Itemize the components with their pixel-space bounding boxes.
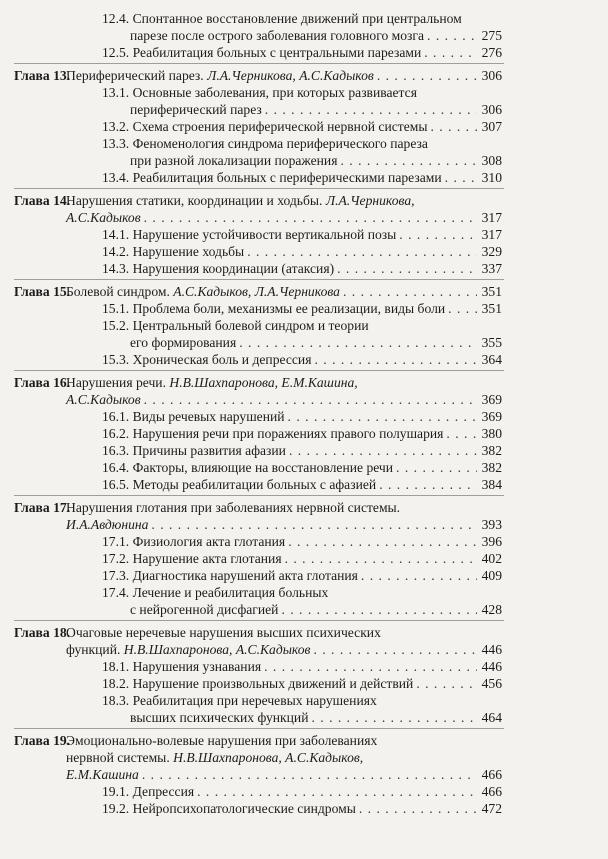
page-number: 382 <box>481 460 502 475</box>
chapter-title: Очаговые неречевые нарушения высших психических <box>66 625 381 640</box>
toc-entry-12-4 <box>102 10 502 27</box>
page-number: 369 <box>481 392 502 407</box>
entry-title: Нарушение ходьбы <box>132 244 245 259</box>
entry-number: 17.3. <box>102 568 130 583</box>
page-number: 308 <box>481 153 502 168</box>
entry-title: Реабилитация при неречевых нарушениях <box>132 693 377 708</box>
entry-title: Нарушение устойчивости вертикальной позы <box>132 227 397 242</box>
entry-number: 17.1. <box>102 534 130 549</box>
chapter-18-title-cont <box>66 641 502 658</box>
chapter-title-cont: функций. <box>66 642 121 657</box>
page-number: 409 <box>481 568 502 583</box>
entry-number: 14.2. <box>102 244 130 259</box>
toc-entry-14-3 <box>102 260 502 277</box>
entry-title: Нейропсихопатологические синдромы <box>132 801 356 816</box>
page-number: 317 <box>481 227 502 242</box>
page-number: 380 <box>481 426 502 441</box>
entry-title: Спонтанное восстановление движений при центральном <box>132 11 462 26</box>
page-number: 393 <box>481 517 502 532</box>
entry-number: 15.1. <box>102 301 130 316</box>
chapter-label: Глава 18. <box>14 625 71 640</box>
entry-title: Депрессия <box>132 784 195 799</box>
toc-entry-18-3 <box>102 692 502 709</box>
entry-title-cont: при разной локализации поражения <box>130 153 338 168</box>
chapter-title: Нарушения глотания при заболеваниях нервной системы. <box>66 500 401 515</box>
entry-title: Основные заболевания, при которых развивается <box>132 85 417 100</box>
chapter-title: Эмоционально-волевые нарушения при заболеваниях <box>66 733 378 748</box>
chapter-label: Глава 14. <box>14 193 71 208</box>
page-number: 364 <box>481 352 502 367</box>
separator <box>14 279 504 280</box>
entry-number: 14.1. <box>102 227 130 242</box>
page-number: 472 <box>481 801 502 816</box>
entry-title-cont: высших психических функций <box>130 710 309 725</box>
page-number: 317 <box>481 210 502 225</box>
page-number: 369 <box>481 409 502 424</box>
toc-entry-17-3 <box>102 567 502 584</box>
entry-title-cont: парезе после острого заболевания головного мозга <box>130 28 425 43</box>
entry-number: 13.1. <box>102 85 130 100</box>
page-number: 466 <box>481 784 502 799</box>
entry-number: 13.3. <box>102 136 130 151</box>
page-number: 464 <box>481 710 502 725</box>
chapter-authors-cont: Е.М.Кашина <box>66 767 139 782</box>
chapter-19-title-cont <box>66 749 502 766</box>
chapter-13-title <box>66 67 502 84</box>
page-number: 275 <box>481 28 502 43</box>
entry-title: Лечение и реабилитация больных <box>132 585 329 600</box>
chapter-17-title-cont <box>66 516 502 533</box>
chapter-label: Глава 15. <box>14 284 71 299</box>
toc-entry-13-3-cont <box>130 152 502 169</box>
page-number: 466 <box>481 767 502 782</box>
toc-entry-13-1 <box>102 84 502 101</box>
toc-entry-15-3 <box>102 351 502 368</box>
page-number: 446 <box>481 659 502 674</box>
entry-title-cont: с нейрогенной дисфагией <box>130 602 279 617</box>
entry-number: 16.2. <box>102 426 130 441</box>
entry-number: 19.2. <box>102 801 130 816</box>
entry-number: 16.3. <box>102 443 130 458</box>
entry-number: 18.2. <box>102 676 130 691</box>
toc-entry-17-1 <box>102 533 502 550</box>
entry-number: 18.3. <box>102 693 130 708</box>
chapter-14-title-cont <box>66 209 502 226</box>
chapter-16-title-cont <box>66 391 502 408</box>
entry-title-cont: его формирования <box>130 335 237 350</box>
entry-title: Нарушение произвольных движений и действий <box>132 676 414 691</box>
page-number: 428 <box>481 602 502 617</box>
page-number: 384 <box>481 477 502 492</box>
chapter-label: Глава 16. <box>14 375 71 390</box>
entry-title: Причины развития афазии <box>132 443 286 458</box>
toc-entry-18-3-cont <box>130 709 502 726</box>
entry-title: Диагностика нарушений акта глотания <box>132 568 358 583</box>
chapter-14-title <box>66 192 502 209</box>
toc-entry-13-2 <box>102 118 502 135</box>
chapter-16-title <box>66 374 502 391</box>
entry-number: 13.4. <box>102 170 130 185</box>
toc-entry-14-1 <box>102 226 502 243</box>
entry-title: Реабилитация больных с центральными парезами <box>132 45 422 60</box>
toc-entry-15-2-cont <box>130 334 502 351</box>
chapter-authors-cont: А.С.Кадыков <box>66 392 141 407</box>
page-number: 396 <box>481 534 502 549</box>
chapter-label: Глава 17. <box>14 500 71 515</box>
toc-entry-16-3 <box>102 442 502 459</box>
chapter-title: Нарушения статики, координации и ходьбы. <box>66 193 323 208</box>
toc-entry-17-2 <box>102 550 502 567</box>
entry-title: Центральный болевой синдром и теории <box>132 318 369 333</box>
chapter-title: Болевой синдром. <box>66 284 170 299</box>
separator <box>14 728 504 729</box>
chapter-title-cont: нервной системы. <box>66 750 170 765</box>
toc-entry-13-4 <box>102 169 502 186</box>
entry-number: 16.1. <box>102 409 130 424</box>
separator <box>14 63 504 64</box>
entry-number: 19.1. <box>102 784 130 799</box>
entry-title: Схема строения периферической нервной системы <box>132 119 428 134</box>
chapter-authors: А.С.Кадыков, Л.А.Черникова <box>173 284 340 299</box>
separator <box>14 620 504 621</box>
chapter-19-title <box>66 732 502 749</box>
separator <box>14 495 504 496</box>
chapter-label: Глава 13. <box>14 68 71 83</box>
toc-entry-19-2 <box>102 800 502 817</box>
entry-title: Проблема боли, механизмы ее реализации, виды боли <box>132 301 446 316</box>
page-number: 306 <box>481 68 502 83</box>
chapter-title: Периферический парез. <box>66 68 204 83</box>
toc-entry-16-4 <box>102 459 502 476</box>
chapter-authors: И.А.Авдюнина <box>66 517 149 532</box>
toc-entry-15-2 <box>102 317 502 334</box>
entry-number: 17.2. <box>102 551 130 566</box>
chapter-authors-cont: А.С.Кадыков <box>66 210 141 225</box>
entry-number: 15.3. <box>102 352 130 367</box>
separator <box>14 188 504 189</box>
entry-title: Феноменология синдрома периферического пареза <box>132 136 428 151</box>
entry-title: Нарушения речи при поражениях правого полушария <box>132 426 444 441</box>
chapter-authors: Н.В.Шахпаронова, А.С.Кадыков <box>123 642 311 657</box>
entry-title: Виды речевых нарушений <box>132 409 285 424</box>
entry-title-cont: периферический парез <box>130 102 262 117</box>
entry-title: Нарушение акта глотания <box>132 551 282 566</box>
chapter-authors: Л.А.Черникова, <box>325 193 415 208</box>
page-number: 310 <box>481 170 502 185</box>
entry-number: 17.4. <box>102 585 130 600</box>
toc-entry-13-3 <box>102 135 502 152</box>
entry-title: Физиология акта глотания <box>132 534 286 549</box>
page-number: 337 <box>481 261 502 276</box>
toc-entry-16-5 <box>102 476 502 493</box>
toc-entry-16-2 <box>102 425 502 442</box>
page-number: 351 <box>481 301 502 316</box>
entry-title: Факторы, влияющие на восстановление речи <box>132 460 394 475</box>
chapter-19-title-cont2 <box>66 766 502 783</box>
page-number: 306 <box>481 102 502 117</box>
chapter-authors: Н.В.Шахпаронова, Е.М.Кашина, <box>169 375 358 390</box>
toc-entry-15-1 <box>102 300 502 317</box>
page-number: 355 <box>481 335 502 350</box>
chapter-17-title <box>66 499 502 516</box>
chapter-authors: Н.В.Шахпаронова, А.С.Кадыков, <box>173 750 364 765</box>
chapter-authors: Л.А.Черникова, А.С.Кадыков <box>207 68 374 83</box>
chapter-15-title <box>66 283 502 300</box>
chapter-label: Глава 19. <box>14 733 71 748</box>
entry-title: Нарушения узнавания <box>132 659 262 674</box>
page-number: 402 <box>481 551 502 566</box>
toc-entry-18-2 <box>102 675 502 692</box>
toc-entry-13-1-cont <box>130 101 502 118</box>
page-number: 276 <box>481 45 502 60</box>
entry-number: 18.1. <box>102 659 130 674</box>
page-number: 456 <box>481 676 502 691</box>
toc-entry-14-2 <box>102 243 502 260</box>
toc-entry-18-1 <box>102 658 502 675</box>
entry-number: 13.2. <box>102 119 130 134</box>
chapter-title: Нарушения речи. <box>66 375 166 390</box>
page-number: 351 <box>481 284 502 299</box>
entry-number: 16.4. <box>102 460 130 475</box>
entry-title: Реабилитация больных с периферическими парезами <box>132 170 442 185</box>
chapter-18-title <box>66 624 502 641</box>
entry-number: 15.2. <box>102 318 130 333</box>
entry-number: 14.3. <box>102 261 130 276</box>
toc-entry-17-4 <box>102 584 502 601</box>
toc-entry-19-1 <box>102 783 502 800</box>
separator <box>14 370 504 371</box>
entry-title: Хроническая боль и депрессия <box>132 352 312 367</box>
entry-title: Нарушения координации (атаксия) <box>132 261 335 276</box>
entry-number: 16.5. <box>102 477 130 492</box>
page-number: 446 <box>481 642 502 657</box>
entry-title: Методы реабилитации больных с афазией <box>132 477 377 492</box>
toc-entry-12-5 <box>102 44 502 61</box>
entry-number: 12.5. <box>102 45 130 60</box>
page-number: 382 <box>481 443 502 458</box>
toc-entry-17-4-cont <box>130 601 502 618</box>
page-number: 329 <box>481 244 502 259</box>
toc-entry-16-1 <box>102 408 502 425</box>
toc-entry-12-4-cont <box>130 27 502 44</box>
page-number: 307 <box>481 119 502 134</box>
entry-number: 12.4. <box>102 11 130 26</box>
